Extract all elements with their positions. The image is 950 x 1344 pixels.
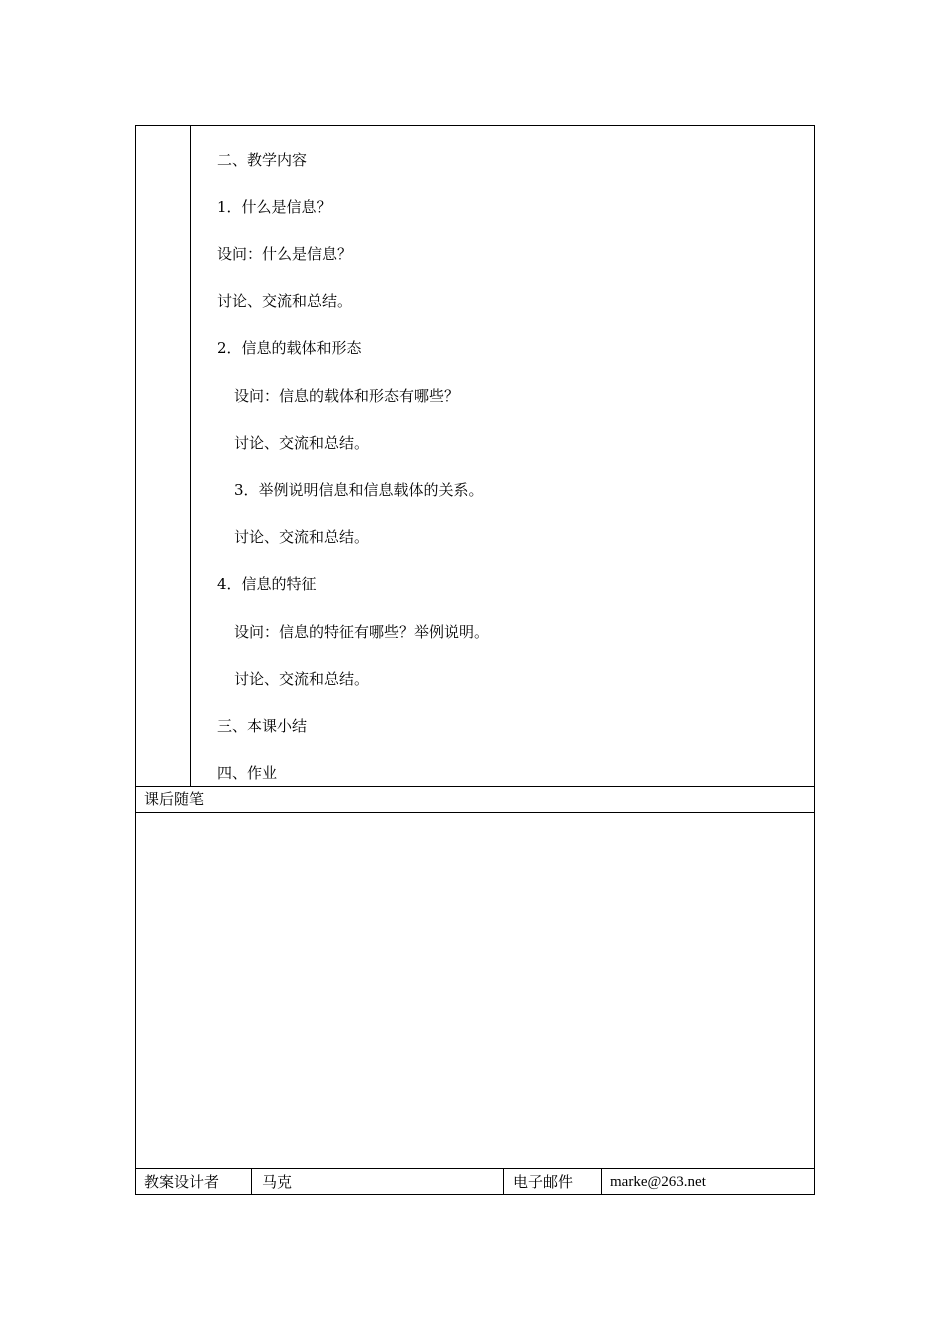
item-heading-carrier-and-form: 2．信息的载体和形态 [217,339,362,357]
discussion-line-1: 讨论、交流和总结。 [217,292,353,310]
footer-divider-1 [251,1168,252,1195]
section-heading-summary: 三、本课小结 [217,717,308,735]
column-divider-left [190,125,191,787]
discussion-line-3: 讨论、交流和总结。 [234,528,370,546]
discussion-line-2: 讨论、交流和总结。 [234,434,370,452]
question-what-is-information: 设问：什么是信息？ [217,245,353,263]
row-divider-notes-top [135,786,815,787]
footer-divider-2 [503,1168,504,1195]
after-class-notes-area [136,813,814,1168]
question-carrier-and-form: 设问：信息的载体和形态有哪些？ [234,387,460,405]
designer-label: 教案设计者 [144,1173,220,1191]
row-divider-footer-top [135,1168,815,1169]
item-heading-what-is-information: 1．什么是信息？ [217,198,332,216]
section-heading-homework: 四、作业 [217,764,278,782]
after-class-notes-label: 课后随笔 [144,790,205,808]
email-label: 电子邮件 [513,1173,574,1191]
discussion-line-4: 讨论、交流和总结。 [234,670,370,688]
item-heading-information-features: 4．信息的特征 [217,575,317,593]
email-value: marke@263.net [610,1174,706,1190]
question-information-features: 设问：信息的特征有哪些？举例说明。 [234,623,490,641]
item-heading-relationship-example: 3．举例说明信息和信息载体的关系。 [234,481,484,499]
section-heading-teaching-content: 二、教学内容 [217,151,308,169]
footer-divider-3 [601,1168,602,1195]
designer-name: 马克 [262,1173,293,1191]
